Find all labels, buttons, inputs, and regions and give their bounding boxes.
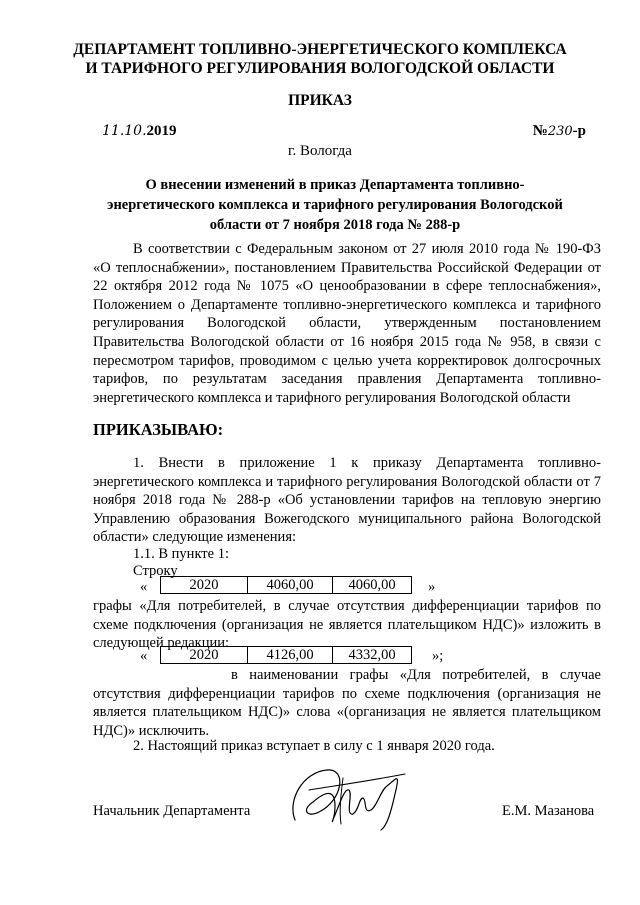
signatory-name: Е.М. Мазанова [502, 803, 595, 819]
new-value-1-cell: 4126,00 [248, 647, 333, 664]
old-row-table [160, 576, 412, 594]
quote-close-new: »; [432, 648, 444, 664]
number-suffix: -р [572, 123, 586, 139]
order-number [533, 123, 586, 140]
table-row [161, 577, 412, 594]
preamble-paragraph: В соответствии с Федеральным законом от 27 июля 2010 года № 190-ФЗ «О теплоснабжении», постановлением Правительства Российской Федерации от 22 октября 2012 года № 1075 «О ценообразовании в сфере теплоснабжения», Положением о Департаменте топливно-энергетического комплекса и тарифного регулирования Вологодской области, утвержденным постановлением Правительства Вологодской области от 16 ноября 2015 года № 958, в связи с пересмотром тарифов, проводимом с целью учета корректировок долгосрочных тарифов, по результатам заседания правления Департамента топливно-энергетического комплекса и тарифного регулирования Вологодской области [93, 241, 601, 406]
item-1-1: 1.1. В пункте 1: [133, 546, 229, 562]
document-type: ПРИКАЗ [288, 92, 352, 109]
subject-line-1: О внесении изменений в приказ Департамента топливно- [145, 177, 525, 193]
old-value-2-cell: 4060,00 [333, 577, 412, 594]
subject-line-3: области от 7 ноября 2018 года № 288-р [209, 217, 461, 233]
department-header [60, 40, 580, 78]
item-2: 2. Настоящий приказ вступает в силу с 1 января 2020 года. [133, 738, 495, 754]
old-year-cell: 2020 [161, 577, 248, 594]
city: г. Вологда [288, 143, 352, 159]
header-line-1: ДЕПАРТАМЕНТ ТОПЛИВНО-ЭНЕРГЕТИЧЕСКОГО КОМПЛЕКСА [73, 41, 567, 58]
signatory-position: Начальник Департамента [93, 803, 251, 819]
number-prefix: № [532, 123, 548, 139]
number-handwritten: 230 [547, 124, 573, 139]
subject-line-2: энергетического комплекса и тарифного регулирования Вологодской [107, 197, 563, 213]
quote-open-old: « [140, 579, 148, 595]
old-row-note: графы «Для потребителей, в случае отсутствия дифференциации тарифов по схеме подключения (организация не является плательщиком НДС)» изложить в следующей редакции: [93, 598, 601, 652]
header-line-2: И ТАРИФНОГО РЕГУЛИРОВАНИЯ ВОЛОГОДСКОЙ ОБЛАСТИ [85, 60, 555, 77]
date-handwritten: 11.10. [102, 123, 147, 139]
order-date [102, 123, 177, 140]
new-year-cell: 2020 [161, 647, 248, 664]
row-label: Строку [133, 563, 178, 579]
new-row-table [160, 646, 412, 664]
rename-paragraph: в наименовании графы «Для потребителей, в случае отсутствия дифференциации тарифов по схеме подключения (организация не является плательщиком НДС)» слова «(организация не является плательщиком НДС)» исключить. [93, 667, 601, 739]
new-value-2-cell: 4332,00 [333, 647, 412, 664]
quote-open-new: « [140, 648, 148, 664]
old-value-1-cell: 4060,00 [248, 577, 333, 594]
item-1-paragraph: 1. Внести в приложение 1 к приказу Департамента топливно-энергетического комплекса и тарифного регулирования Вологодской области от 7 ноября 2018 года № 288-р «Об установлении тарифов на тепловую энергию Управлению образования Вожегодского муниципального района Вологодской области» следующие изменения: [93, 455, 601, 546]
handwritten-signature [283, 760, 433, 835]
table-row [161, 647, 412, 664]
quote-close-old: » [428, 579, 436, 595]
date-year: 2019 [146, 123, 177, 139]
order-subject [95, 175, 575, 235]
command-heading: ПРИКАЗЫВАЮ: [93, 420, 224, 439]
